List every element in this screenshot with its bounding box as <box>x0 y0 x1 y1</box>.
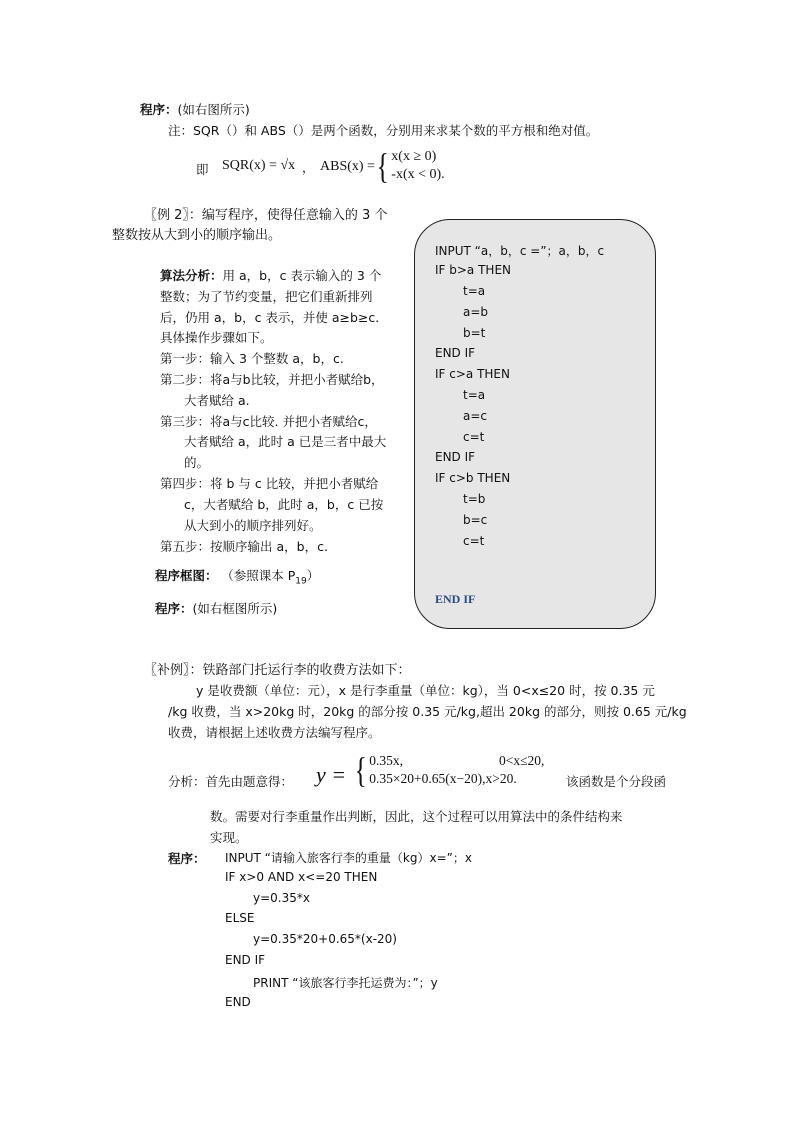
supplement-program-label: 程序： <box>168 851 206 866</box>
supplement-analysis-suffix: 该函数是个分段函 <box>566 774 667 789</box>
example2-title-line1: 〖例 2〗：编写程序，使得任意输入的 3 个 <box>144 208 388 223</box>
step-3-cont2: 的。 <box>184 455 210 470</box>
supplement-desc-line2: /kg 收费，当 x>20kg 时，20kg 的部分按 0.35 元/kg,超出 20kg 的部分，则按 0.65 元/kg <box>168 704 687 719</box>
program-label: 程序： <box>140 102 178 117</box>
supp-code-line-end: END <box>225 995 251 1009</box>
analysis-line-2: 整数；为了节约变量，把它们重新排列 <box>160 289 373 304</box>
analysis-line-3: 后，仍用 a，b，c 表示，并使 a≥b≥c. <box>160 310 380 325</box>
step-2: 第二步：将a与b比较，并把小者赋给b， <box>160 372 384 387</box>
supp-code-line-input: INPUT “请输入旅客行李的重量（kg）x=”；x <box>225 851 472 865</box>
code-line: a=b <box>463 305 489 319</box>
supp-code-line-if: IF x>0 AND x<=20 THEN <box>225 870 378 884</box>
supplement-desc-line3: 收费，请根据上述收费方法编写程序。 <box>168 725 381 740</box>
step-4: 第四步：将 b 与 c 比较，并把小者赋给 <box>160 476 379 491</box>
code-box <box>414 219 656 629</box>
code-line-if3: IF c>b THEN <box>435 471 511 485</box>
analysis-line-1 <box>160 266 381 284</box>
code-line: t=b <box>463 492 486 506</box>
code-line-endif2: END IF <box>435 450 476 464</box>
supplement-analysis-prefix: 分析：首先由题意得： <box>168 774 294 789</box>
code-line: c=t <box>463 430 485 444</box>
formula-comma: ， <box>302 160 315 175</box>
code-line: a=c <box>463 409 488 423</box>
program-note-2: (如右框图所示) <box>192 601 278 616</box>
supp-code-line-else: ELSE <box>225 911 255 925</box>
abs-lhs: ABS(x) = <box>320 159 375 174</box>
program-heading-1 <box>140 100 250 118</box>
supp-code-line-print: PRINT “该旅客行李托运费为：”；y <box>253 976 438 990</box>
step-1: 第一步：输入 3 个整数 a，b，c. <box>160 351 344 366</box>
supp-code-line: y=0.35*20+0.65*(x-20) <box>253 932 397 946</box>
program-note: (如右图所示) <box>177 102 250 117</box>
code-line: c=t <box>463 534 485 548</box>
step-2-cont: 大者赋给 a. <box>184 393 250 408</box>
piecewise-y-eq: y = <box>316 762 347 787</box>
code-line-endif1: END IF <box>435 346 476 360</box>
formula-prefix: 即 <box>196 162 209 177</box>
supplement-analysis-line3: 实现。 <box>210 830 248 845</box>
analysis-text: 用 a，b，c 表示输入的 3 个 <box>222 268 382 283</box>
program-label-2: 程序： <box>155 601 193 616</box>
code-line-if2: IF c>a THEN <box>435 367 510 381</box>
case1-cond: 0<x≤20, <box>499 753 545 768</box>
code-line-endif-big: END IF <box>435 592 476 606</box>
flowchart-label: 程序框图： <box>155 568 218 583</box>
analysis-label: 算法分析： <box>160 268 223 283</box>
supp-code-line: y=0.35*x <box>253 891 310 905</box>
flowchart-note: （参照课本 P <box>227 568 296 583</box>
example2-title-line2: 整数按从大到小的顺序输出。 <box>112 228 282 243</box>
sqr-formula: SQR(x) = √x <box>222 158 296 173</box>
supplement-title: 〖补例〗：铁路部门托运行李的收费方法如下： <box>144 663 411 678</box>
code-line-input: INPUT “a，b，c =”；a，b，c <box>435 244 605 258</box>
step-5: 第五步：按顺序输出 a，b，c. <box>160 539 328 554</box>
abs-case-1: x(x ≥ 0) <box>391 149 437 164</box>
code-line: t=a <box>463 284 486 298</box>
analysis-line-4: 具体操作步骤如下。 <box>160 330 273 345</box>
left-brace: { <box>376 146 389 186</box>
flowchart-page-sub: 19 <box>295 576 307 587</box>
abs-piecewise <box>374 148 445 184</box>
step-3: 第三步：将a与c比较. 并把小者赋给c， <box>160 414 377 429</box>
left-brace: { <box>354 750 367 790</box>
supp-code-line-endif: END IF <box>225 953 266 967</box>
code-line: t=a <box>463 388 486 402</box>
supplement-analysis-line2: 数。需要对行李重量作出判断，因此，这个过程可以用算法中的条件结构来 <box>210 809 623 824</box>
code-line-if1: IF b>a THEN <box>435 263 512 277</box>
code-line: b=c <box>463 513 488 527</box>
program-heading-2 <box>155 599 277 617</box>
step-4-cont2: 从大到小的顺序排列好。 <box>184 518 322 533</box>
abs-case-2: -x(x < 0). <box>391 167 445 182</box>
function-note: 注：SQR（）和 ABS（）是两个函数，分别用来求某个数的平方根和绝对值。 <box>168 123 599 138</box>
flowchart-close: ） <box>306 568 320 583</box>
step-4-cont1: c，大者赋给 b，此时 a，b，c 已按 <box>184 497 384 512</box>
piecewise-function <box>352 752 544 788</box>
supplement-desc-line1: y 是收费额（单位：元），x 是行李重量（单位：kg），当 0<x≤20 时，按 0.35 元 <box>196 683 655 698</box>
code-line: b=t <box>463 326 486 340</box>
piecewise-case-2: 0.35×20+0.65(x−20),x>20. <box>369 771 517 786</box>
step-3-cont1: 大者赋给 a，此时 a 已是三者中最大 <box>184 434 387 449</box>
flowchart-heading <box>155 566 319 587</box>
piecewise-case-1 <box>369 752 544 770</box>
case1-expr: 0.35x, <box>369 753 404 768</box>
